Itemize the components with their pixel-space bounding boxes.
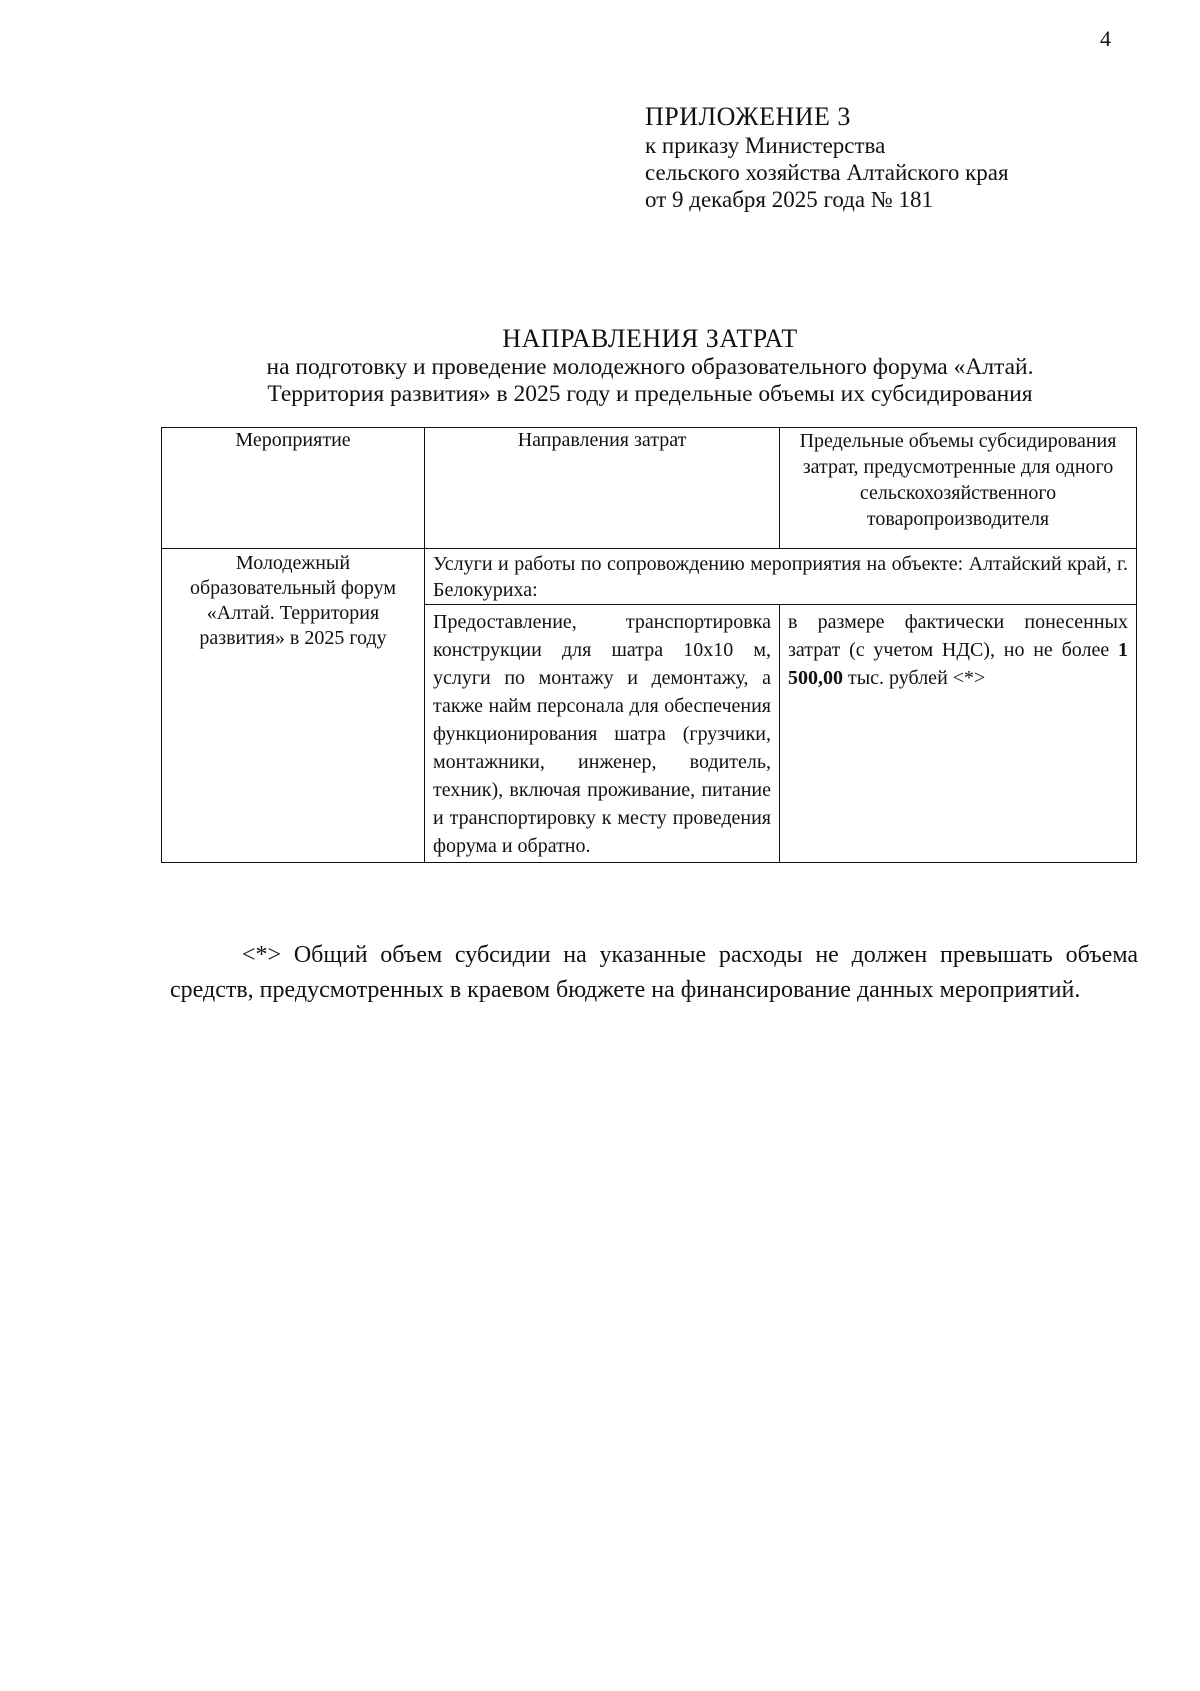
footnote: <*> Общий объем субсидии на указанные расходы не должен превышать объема средств, предусмотренных в краевом бюджете на финансирование данных мероприятий. — [170, 942, 1138, 1003]
appendix-order-line: к приказу Министерства — [645, 133, 886, 158]
table-row — [162, 549, 1137, 605]
limit-suffix: тыс. рублей <*> — [843, 667, 986, 689]
document-title-block — [160, 324, 1140, 408]
appendix-date-line: от 9 декабря 2025 года № 181 — [645, 187, 934, 212]
services-cell: Услуги и работы по сопровождению мероприятия на объекте: Алтайский край, г. Белокуриха: — [425, 549, 1137, 605]
description-cell: Предоставление, транспортировка конструкции для шатра 10х10 м, услуги по монтажу и демонтажу, а также найм персонала для обеспечения функционирования шатра (грузчики, монтажники, инженер, водитель, техник), включая проживание, питание и транспортировку к месту проведения форума и обратно. — [425, 605, 780, 863]
event-cell: Молодежный образовательный форум «Алтай. Территория развития» в 2025 году — [162, 549, 425, 863]
appendix-ministry-line: сельского хозяйства Алтайского края — [645, 160, 1009, 185]
table-header-row — [162, 428, 1137, 549]
appendix-title: ПРИЛОЖЕНИЕ 3 — [645, 102, 851, 131]
limit-cell — [780, 605, 1137, 863]
limit-amount: 1 500,00 — [788, 639, 1128, 689]
cost-directions-table — [161, 427, 1137, 863]
header-event: Мероприятие — [162, 428, 425, 549]
header-directions: Направления затрат — [425, 428, 780, 549]
page-number: 4 — [1100, 26, 1111, 51]
document-title: НАПРАВЛЕНИЯ ЗАТРАТ — [502, 324, 798, 353]
document-subtitle-line-1: на подготовку и проведение молодежного образовательного форума «Алтай. — [266, 354, 1034, 380]
document-subtitle-line-2: Территория развития» в 2025 году и предельные объемы их субсидирования — [267, 381, 1033, 407]
limit-prefix: в размере фактически понесенных затрат (с учетом НДС), но не более — [788, 611, 1128, 661]
appendix-block — [645, 102, 1165, 213]
header-limits: Предельные объемы субсидирования затрат, предусмотренные для одного сельскохозяйственного товаропроизводителя — [780, 428, 1137, 549]
